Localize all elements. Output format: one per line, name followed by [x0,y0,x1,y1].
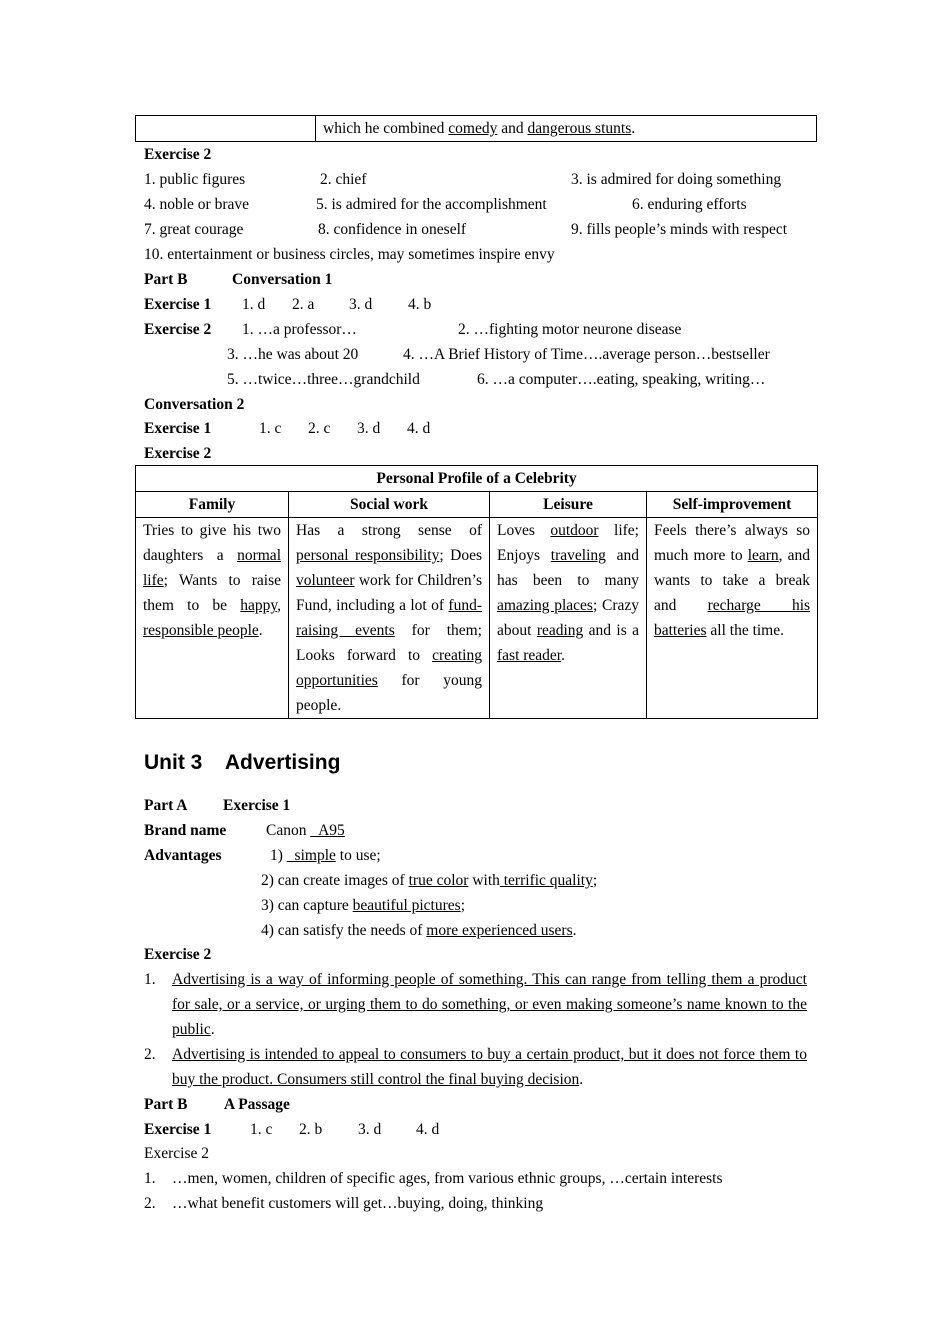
leisure-cell: Loves outdoor life; Enjoys traveling and has been to many amazing places; Crazy about reading and is a fast reader. [490,518,647,719]
u3-b-answer-1: …men, women, children of specific ages, from various ethnic groups, …certain interests [172,1170,723,1187]
passage-label: A Passage [224,1096,290,1113]
c2-ex1-answer: 2. c [308,420,331,437]
c2-ex1-answer: 3. d [357,420,381,437]
c1-ex1-answer: 4. b [408,296,432,313]
ex2-item-4: 4. noble or brave [144,196,250,213]
cell-text: which he combined [323,120,449,137]
c1-ex2-answer: 4. …A Brief History of Time….average person…bestseller [403,346,770,363]
column-header-leisure: Leisure [490,492,647,518]
ex2-item-8: 8. confidence in oneself [318,221,467,238]
brand-name-label: Brand name [144,822,227,839]
c1-exercise-1-label: Exercise 1 [144,296,212,313]
answer-comedy: comedy [448,120,498,137]
c1-ex2-answer: 1. …a professor… [242,321,357,338]
answer-dangerous-stunts: dangerous stunts [527,120,632,137]
advantages-label: Advantages [144,847,222,864]
answer-2-number: 2. [144,1046,156,1063]
u3-exercise-2-label: Exercise 2 [144,946,212,963]
u3-b-ex1-answer: 1. c [250,1121,273,1138]
u3-b-ex1-answer: 3. d [358,1121,382,1138]
conversation-2-label: Conversation 2 [144,396,245,413]
u3-b-ex1-answer: 4. d [416,1121,440,1138]
u3-b-answer-1-number: 1. [144,1170,156,1187]
advantage-1: 1) _simple to use; [270,847,381,864]
brand-model-answer: _A95 [310,822,345,839]
c1-ex1-answer: 1. d [242,296,266,313]
part-a-label: Part A [144,797,188,814]
exercise-2-title: Exercise 2 [144,146,212,163]
c1-exercise-2-label: Exercise 2 [144,321,212,338]
advantage-3: 3) can capture beautiful pictures; [261,897,465,914]
ex2-item-5: 5. is admired for the accomplishment [316,196,547,213]
family-cell: Tries to give his two daughters a normal life; Wants to raise them to be happy, responsible people. [136,518,289,719]
u3-b-answer-2-number: 2. [144,1195,156,1212]
celebrity-profile-table [135,465,818,719]
unit-3-heading: Unit 3 Advertising [144,751,341,774]
u3-b-ex1-answer: 2. b [299,1121,323,1138]
c1-ex2-answer: 6. …a computer….eating, speaking, writing… [477,371,766,388]
ex2-item-7: 7. great courage [144,221,244,238]
column-header-social-work: Social work [289,492,490,518]
answer-2-text: Advertising is intended to appeal to consumers to buy a certain product, but it does not force them to buy the product. Consumers still control the final buying decision. [172,1046,807,1088]
c2-exercise-1-label: Exercise 1 [144,420,212,437]
c2-exercise-2-label: Exercise 2 [144,445,212,462]
ex2-item-10: 10. entertainment or business circles, may sometimes inspire envy [144,246,555,263]
ex2-item-6: 6. enduring efforts [632,196,747,213]
answer-1-number: 1. [144,971,156,988]
brand-name-value: Canon _A95 [266,822,345,839]
c2-ex1-answer: 1. c [259,420,282,437]
profile-table-title: Personal Profile of a Celebrity [136,466,818,492]
social-work-cell: Has a strong sense of personal responsibility; Does volunteer work for Children’s Fund, including a lot of fund-raising events for them; Looks forward to creating opportunities for young people. [289,518,490,719]
column-header-self-improvement: Self-improvement [647,492,818,518]
answer-1-text: Advertising is a way of informing people of something. This can range from telling them a product for sale, or a service, or urging them to do something, or even making someone’s name known to the public. [172,971,807,1038]
top-table-text-cell [316,116,817,142]
ex2-item-3: 3. is admired for doing something [571,171,782,188]
c2-ex1-answer: 4. d [407,420,431,437]
column-header-family: Family [136,492,289,518]
u3-b-exercise-2-label: Exercise 2 [144,1145,209,1162]
c1-ex2-answer: 3. …he was about 20 [227,346,359,363]
c1-ex2-answer: 2. …fighting motor neurone disease [458,321,682,338]
conversation-1-label: Conversation 1 [232,271,333,288]
u3-b-answer-2: …what benefit customers will get…buying, doing, thinking [172,1195,544,1212]
c1-ex1-answer: 3. d [349,296,373,313]
part-b-label: Part B [144,271,188,288]
advantage-2: 2) can create images of true color with terrific quality; [261,872,598,889]
cell-text: and [497,120,528,137]
top-table [135,115,817,142]
c1-ex1-answer: 2. a [292,296,315,313]
c1-ex2-answer: 5. …twice…three…grandchild [227,371,420,388]
self-improvement-cell: Feels there’s always so much more to learn, and wants to take a break and recharge his batteries all the time. [647,518,818,719]
ex2-item-1: 1. public figures [144,171,246,188]
ex2-item-2: 2. chief [320,171,367,188]
u3-exercise-1-label: Exercise 1 [223,797,291,814]
top-table-empty-cell [136,116,316,142]
cell-text: . [631,120,636,137]
advantage-4: 4) can satisfy the needs of more experienced users. [261,922,577,939]
ex2-item-9: 9. fills people’s minds with respect [571,221,788,238]
u3-part-b-label: Part B [144,1096,188,1113]
u3-b-exercise-1-label: Exercise 1 [144,1121,212,1138]
